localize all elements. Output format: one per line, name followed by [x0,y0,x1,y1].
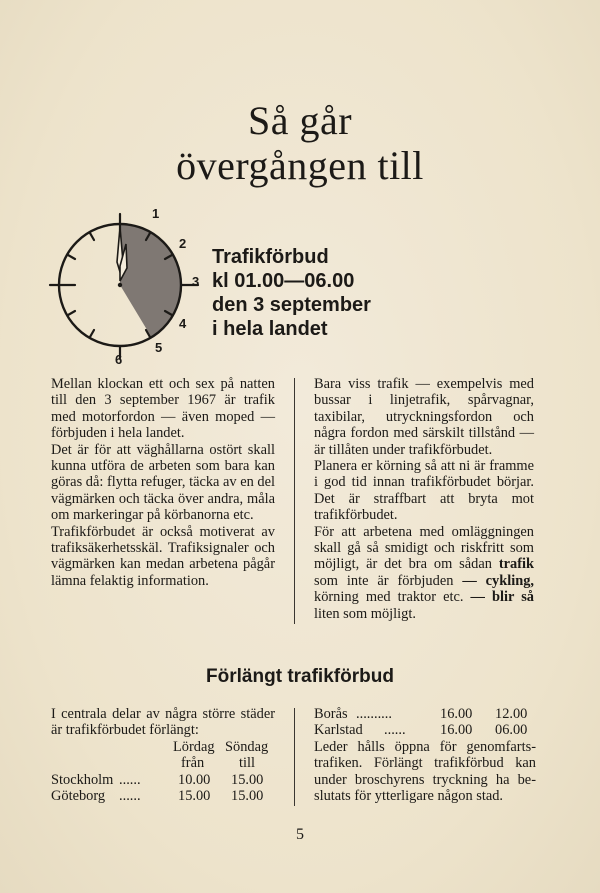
table-row [51,772,275,788]
col-subheader-to: till [239,755,255,772]
text-run: körning med traktor etc. [314,589,471,606]
notice-line-3: den 3 september [212,294,371,316]
left-paragraph: Trafikförbudet är också motiverat av trafiksäkerhetsskäl. Trafiksignaler och vägmärken kan medan arbetena pågår lämna felaktig information. [51,523,275,589]
leader-dots: ...... [119,787,141,804]
left-column [51,376,275,589]
extended-right-column [314,706,536,804]
section-heading: Förlängt trafikförbud [206,666,394,687]
column-divider [294,378,295,624]
leader-dots: ...... [384,722,406,739]
clock-illustration [48,206,208,366]
time-from: 10.00 [178,771,211,788]
col-subheader-from: från [181,755,205,772]
clock-label-2: 2 [179,236,187,251]
city-name: Stockholm [51,771,114,788]
time-to: 15.00 [231,771,264,788]
page-title-line-2: övergången till [176,143,424,188]
time-from: 16.00 [440,706,473,722]
city-name: Göteborg [51,787,106,804]
text-run: För att arbetena med omläggningen skall gå så smidigt och riskfritt som möjligt, är det bra om sådan [314,523,534,573]
left-paragraph: Mellan klockan ett och sex på natten till den 3 september 1967 är trafik med motorfordon — även moped — förbjuden i hela landet. [51,376,275,442]
table-row [314,722,536,738]
notice-line-4: i hela landet [212,318,328,340]
right-column [314,376,534,622]
page-number: 5 [296,826,304,843]
text-run: som inte är förbjuden [314,572,463,589]
clock-label-4: 4 [179,316,187,331]
notice-line-1: Trafikförbud [212,246,329,268]
city-name: Borås [314,706,348,722]
clock-shaded-sector [120,224,181,337]
leader-dots: .......... [356,706,392,722]
left-paragraph: Det är för att väghållarna ostört skall kunna utföra de arbeten som bara kan göras då: flytta refuger, täcka av en del vägmärken och täcka över andra, måla om markeringar på körbanorna etc. [51,441,275,524]
extended-intro: I centrala delar av några större städer är trafikförbudet förlängt: [51,706,275,739]
time-to: 15.00 [231,787,264,804]
table-row [314,706,536,722]
time-to: 06.00 [495,722,528,739]
notice-line-2: kl 01.00—06.00 [212,270,355,292]
city-name: Karlstad [314,722,363,739]
column-divider [294,708,295,806]
right-paragraph: Planera er körning så att ni är framme i god tid innan trafikförbudet börjar. Det är straffbart att bryta mot trafikförbudet. [314,458,534,524]
clock-label-5: 5 [155,340,163,355]
clock-label-6: 6 [115,352,123,366]
text-run: liten som möjligt. [314,605,416,622]
right-paragraph: Bara viss trafik — exempelvis med bussar i linjetrafik, spårvagnar, taxibilar, utryckningsfordon och några fordon med särskilt tillstånd — är tillåten under trafikförbudet. [314,376,534,458]
clock-label-1: 1 [152,206,160,221]
col-header-saturday: Lördag [173,738,215,755]
clock-label-3: 3 [192,274,200,289]
page-title-line-1: Så går [247,98,353,143]
bold-run: — cykling, [462,572,534,589]
extended-left-column [51,706,275,804]
bold-run: trafik [498,556,534,573]
extended-note: Leder hålls öppna för genomfartstrafiken. Förlängt trafikförbud kan under broschyrens tryckning ha beslutats för ytterligare någon stad. [314,738,536,804]
clock-center [118,283,122,287]
leader-dots: ...... [119,771,141,788]
time-from: 16.00 [440,722,473,739]
table-subheader-row [51,755,275,771]
time-from: 15.00 [178,787,211,804]
right-paragraph-emphasis [314,524,534,622]
col-header-sunday: Söndag [225,738,269,755]
bold-run: — blir så [470,589,534,606]
table-row [51,788,275,804]
table-header-row [51,739,275,755]
time-to: 12.00 [495,706,528,722]
